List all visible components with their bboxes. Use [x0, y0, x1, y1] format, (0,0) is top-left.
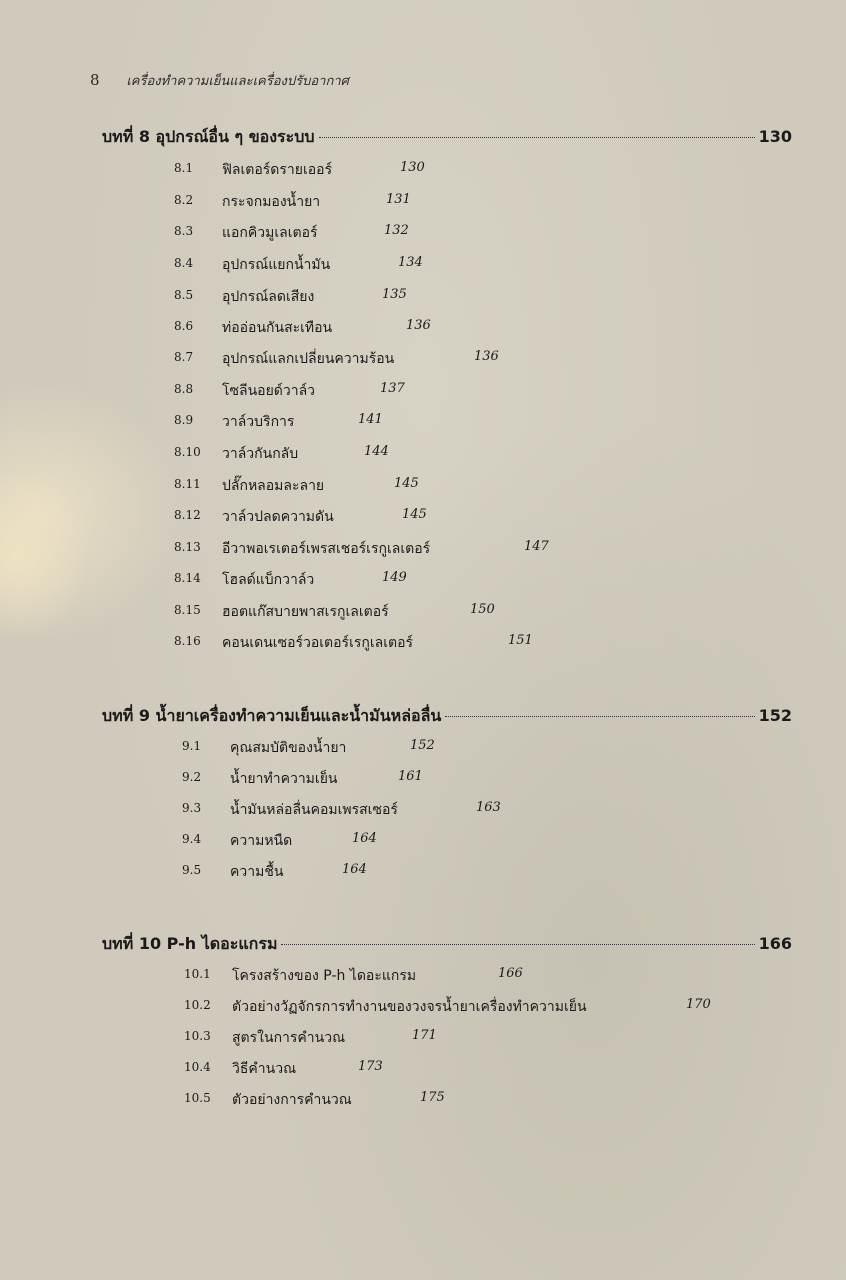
section-title: อุปกรณ์ลดเสียง	[222, 289, 315, 305]
section-number: 8.6	[174, 319, 194, 333]
section-number: 8.13	[174, 540, 201, 554]
section-number: 10.4	[184, 1060, 211, 1074]
section-page: 150	[470, 602, 495, 617]
section-page: 164	[342, 862, 367, 877]
section-number: 9.3	[182, 801, 202, 815]
section-title: ตัวอย่างการคำนวณ	[232, 1092, 352, 1108]
book-title: เครื่องทำความเย็นและเครื่องปรับอากาศ	[126, 74, 349, 89]
chapter-heading	[102, 704, 792, 729]
paper-stain	[0, 470, 90, 640]
section-page: 173	[358, 1059, 383, 1074]
section-number: 8.7	[174, 350, 194, 364]
section-number: 8.9	[174, 413, 194, 427]
section-page: 136	[474, 349, 499, 364]
section-title: ความหนืด	[230, 833, 293, 849]
section-number: 8.10	[174, 445, 201, 459]
section-number: 8.12	[174, 508, 201, 522]
chapter-page: 130	[758, 127, 792, 146]
section-number: 8.2	[174, 193, 194, 207]
running-header	[90, 70, 349, 91]
section-title: ตัวอย่างวัฏจักรการทำงานของวงจรน้ำยาเครื่องทำความเย็น	[232, 999, 587, 1015]
section-page: 137	[380, 381, 405, 396]
section-title: อุปกรณ์แยกน้ำมัน	[222, 257, 331, 273]
section-number: 10.1	[184, 967, 211, 981]
section-page: 131	[386, 192, 411, 207]
chapter-heading	[102, 125, 792, 150]
section-number: 8.14	[174, 571, 201, 585]
section-title: สูตรในการคำนวณ	[232, 1030, 346, 1046]
section-page: 170	[686, 997, 711, 1012]
section-number: 8.11	[174, 477, 201, 491]
section-page: 132	[384, 223, 409, 238]
section-number: 8.4	[174, 256, 194, 270]
chapter-page: 152	[758, 706, 792, 725]
section-title: คุณสมบัติของน้ำยา	[230, 740, 347, 756]
section-page: 145	[394, 476, 419, 491]
section-page: 151	[508, 633, 533, 648]
section-page: 144	[364, 444, 389, 459]
section-title: วาล์วบริการ	[222, 414, 295, 430]
section-title: ปลั๊กหลอมละลาย	[222, 478, 325, 494]
section-title: กระจกมองน้ำยา	[222, 194, 321, 210]
section-title: อีวาพอเรเตอร์เพรสเชอร์เรกูเลเตอร์	[222, 541, 431, 557]
section-title: วิธีคำนวณ	[232, 1061, 297, 1077]
section-title: วาล์วปลดความดัน	[222, 509, 334, 525]
section-title: อุปกรณ์แลกเปลี่ยนความร้อน	[222, 351, 395, 367]
section-title: น้ำยาทำความเย็น	[230, 771, 338, 787]
section-title: แอกคิวมูเลเตอร์	[222, 225, 318, 241]
section-page: 134	[398, 255, 423, 270]
section-title: ท่ออ่อนกันสะเทือน	[222, 320, 333, 336]
chapter-title: บทที่ 8 อุปกรณ์อื่น ๆ ของระบบ	[102, 127, 315, 146]
section-page: 147	[524, 539, 549, 554]
section-number: 9.5	[182, 863, 202, 877]
section-title: โฮลด์แบ็กวาล์ว	[222, 572, 315, 588]
section-page: 130	[400, 160, 425, 175]
section-title: ฟิลเตอร์ดรายเออร์	[222, 162, 333, 178]
section-page: 163	[476, 800, 501, 815]
section-title: ความชื้น	[230, 864, 284, 880]
section-number: 8.8	[174, 382, 194, 396]
section-page: 175	[420, 1090, 445, 1105]
section-number: 10.3	[184, 1029, 211, 1043]
section-title: โครงสร้างของ P-h ไดอะแกรม	[232, 968, 417, 984]
page-number: 8	[90, 71, 100, 89]
section-number: 8.16	[174, 634, 201, 648]
section-page: 152	[410, 738, 435, 753]
chapter-page: 166	[758, 934, 792, 953]
dot-leader	[281, 944, 754, 945]
section-page: 136	[406, 318, 431, 333]
chapter-title: บทที่ 9 น้ำยาเครื่องทำความเย็นและน้ำมันหล่อลื่น	[102, 706, 442, 725]
chapter-heading	[102, 932, 792, 957]
section-number: 8.3	[174, 224, 194, 238]
section-page: 145	[402, 507, 427, 522]
section-page: 171	[412, 1028, 437, 1043]
chapter-title: บทที่ 10 P-h ไดอะแกรม	[102, 934, 278, 953]
dot-leader	[319, 137, 755, 138]
section-number: 8.5	[174, 288, 194, 302]
section-number: 10.2	[184, 998, 211, 1012]
section-page: 164	[352, 831, 377, 846]
section-number: 9.1	[182, 739, 202, 753]
section-page: 166	[498, 966, 523, 981]
section-page: 135	[382, 287, 407, 302]
section-number: 9.4	[182, 832, 202, 846]
dot-leader	[445, 716, 754, 717]
section-page: 149	[382, 570, 407, 585]
section-title: โซลีนอยด์วาล์ว	[222, 383, 316, 399]
section-page: 141	[358, 412, 383, 427]
section-title: คอนเดนเซอร์วอเตอร์เรกูเลเตอร์	[222, 635, 414, 651]
section-number: 8.15	[174, 603, 201, 617]
section-title: น้ำมันหล่อลื่นคอมเพรสเซอร์	[230, 802, 398, 818]
section-title: ฮอตแก๊สบายพาสเรกูเลเตอร์	[222, 604, 389, 620]
section-title: วาล์วกันกลับ	[222, 446, 299, 462]
section-page: 161	[398, 769, 423, 784]
section-number: 10.5	[184, 1091, 211, 1105]
section-number: 9.2	[182, 770, 202, 784]
section-number: 8.1	[174, 161, 194, 175]
